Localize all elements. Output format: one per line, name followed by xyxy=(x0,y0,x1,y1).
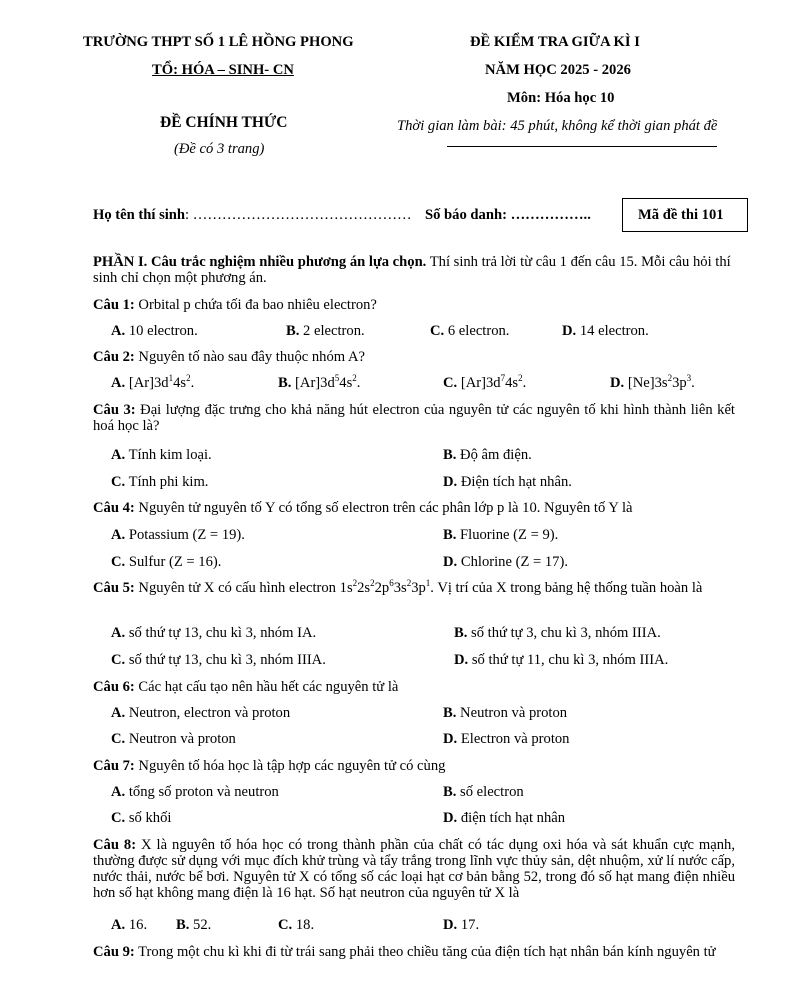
q3-option-d[interactable]: D. Điện tích hạt nhân. xyxy=(443,474,572,490)
question-4-label: Câu 4: xyxy=(93,500,135,516)
student-name-blank: : ……………………………………… xyxy=(185,207,412,223)
question-3-text: Đại lượng đặc trưng cho khả năng hút electron của nguyên tử các nguyên tố khi hình thành liên kết hoá học là? xyxy=(93,402,735,434)
school-year: NĂM HỌC 2025 - 2026 xyxy=(485,62,631,78)
question-3 xyxy=(93,402,735,434)
question-2 xyxy=(93,349,365,366)
q5-option-a[interactable]: A. số thứ tự 13, chu kì 3, nhóm IA. xyxy=(111,625,317,641)
question-9-label: Câu 9: xyxy=(93,944,135,960)
q5-option-b[interactable]: B. số thứ tự 3, chu kì 3, nhóm IIIA. xyxy=(454,625,661,641)
question-4-text: Nguyên tử nguyên tố Y có tổng số electron trên các phân lớp p là 10. Nguyên tố Y là xyxy=(134,500,633,516)
question-8-text: X là nguyên tố hóa học có trong thành phần của chất có tác dụng oxi hóa và sát khuẩn cực mạnh, thường được sử dụng với mục đích khử trùng và tẩy trắng trong lĩnh vực thủy sản, dệt nhuộm, xử lí nước cấp, nước thải, nước bể bơi. Nguyên tử X có tổng số các loại hạt cơ bản bằng 52, trong đó số hạt mang điện nhiều hơn số hạt không mang điện là 16 hạt. Số hạt neutron của nguyên tử X là xyxy=(93,837,735,901)
q4-option-b[interactable]: B. Fluorine (Z = 9). xyxy=(443,527,559,543)
question-5: Câu 5: Nguyên tử X có cấu hình electron $1s^22s^22p^63s^23p^1$. Vị trí của X trong bảng hệ thống tuần hoàn là xyxy=(93,578,703,596)
q8-option-a[interactable]: A. 16. xyxy=(111,917,148,933)
question-6-label: Câu 6: xyxy=(93,679,135,695)
duration: Thời gian làm bài: 45 phút, không kể thời gian phát đề xyxy=(397,118,718,134)
q8-option-b[interactable]: B. 52. xyxy=(176,917,212,933)
exam-code: Mã đề thi 101 xyxy=(638,207,724,223)
q5-option-c[interactable]: C. số thứ tự 13, chu kì 3, nhóm IIIA. xyxy=(111,652,326,668)
question-1-text: Orbital p chứa tối đa bao nhiêu electron? xyxy=(134,297,377,313)
student-id-label: Số báo danh: …………….. xyxy=(425,207,591,223)
question-7-text: Nguyên tố hóa học là tập hợp các nguyên tử có cùng xyxy=(134,758,446,774)
official-label: ĐỀ CHÍNH THỨC xyxy=(160,114,288,131)
question-9 xyxy=(93,944,725,960)
pages-note: (Đề có 3 trang) xyxy=(174,141,265,157)
question-5-text-post: . Vị trí của X trong bảng hệ thống tuần hoàn là xyxy=(430,580,703,596)
q6-option-b[interactable]: B. Neutron và proton xyxy=(443,705,568,721)
q2-option-d[interactable]: D. $[Ne]3s^23p^3$. xyxy=(610,373,695,391)
question-2-text: Nguyên tố nào sau đây thuộc nhóm A? xyxy=(134,349,365,365)
q1-option-c[interactable]: C. 6 electron. xyxy=(430,323,510,339)
question-7-label: Câu 7: xyxy=(93,758,135,774)
question-6-text: Các hạt cấu tạo nên hầu hết các nguyên tử là xyxy=(134,679,399,695)
q7-option-c[interactable]: C. số khối xyxy=(111,810,172,826)
q8-option-c[interactable]: C. 18. xyxy=(278,917,315,933)
school-name: TRƯỜNG THPT SỐ 1 LÊ HỒNG PHONG xyxy=(83,34,354,50)
q3-option-a[interactable]: A. Tính kim loại. xyxy=(111,447,212,463)
student-name-line xyxy=(93,207,412,224)
question-1-label: Câu 1: xyxy=(93,297,135,313)
q3-option-c[interactable]: C. Tính phi kim. xyxy=(111,474,209,490)
subject: Môn: Hóa học 10 xyxy=(507,90,615,106)
question-7 xyxy=(93,758,445,775)
q2-option-a[interactable]: A. $[Ar]3d^14s^2$. xyxy=(111,373,195,391)
q2-option-c[interactable]: C. $[Ar]3d^74s^2$. xyxy=(443,373,527,391)
q7-option-d[interactable]: D. điện tích hạt nhân xyxy=(443,810,566,826)
q6-option-c[interactable]: C. Neutron và proton xyxy=(111,731,236,747)
q1-option-d[interactable]: D. 14 electron. xyxy=(562,323,649,339)
student-name-label: Họ tên thí sinh xyxy=(93,207,186,223)
question-9-text: Trong một chu kì khi đi từ trái sang phải theo chiều tăng của điện tích hạt nhân bán kính nguyên tử xyxy=(134,944,716,960)
question-5-text-pre: Nguyên tử X có cấu hình electron xyxy=(134,580,340,596)
q1-option-a[interactable]: A. 10 electron. xyxy=(111,323,198,339)
question-3-label: Câu 3: xyxy=(93,402,136,418)
q4-option-d[interactable]: D. Chlorine (Z = 17). xyxy=(443,554,568,570)
q5-option-d[interactable]: D. số thứ tự 11, chu kì 3, nhóm IIIA. xyxy=(454,652,669,668)
question-6 xyxy=(93,679,398,696)
question-4 xyxy=(93,500,633,517)
q6-option-a[interactable]: A. Neutron, electron và proton xyxy=(111,705,291,721)
question-5-label: Câu 5: xyxy=(93,580,135,596)
header-divider xyxy=(447,146,717,147)
q6-option-d[interactable]: D. Electron và proton xyxy=(443,731,570,747)
section-1-instruction: Thí sinh trả lời từ câu 1 đến câu 15. Mỗi câu hỏi thí sinh chỉ chọn một phương án. xyxy=(93,254,731,286)
q2-option-b[interactable]: B. $[Ar]3d^54s^2$. xyxy=(278,373,361,391)
q4-option-a[interactable]: A. Potassium (Z = 19). xyxy=(111,527,245,543)
q4-option-c[interactable]: C. Sulfur (Z = 16). xyxy=(111,554,222,570)
q1-option-b[interactable]: B. 2 electron. xyxy=(286,323,365,339)
question-2-label: Câu 2: xyxy=(93,349,135,365)
department-name: TỔ: HÓA – SINH- CN xyxy=(152,62,294,78)
section-1-title: PHẦN I. Câu trắc nghiệm nhiều phương án lựa chọn. xyxy=(93,254,427,270)
q3-option-b[interactable]: B. Độ âm điện. xyxy=(443,447,532,463)
q7-option-b[interactable]: B. số electron xyxy=(443,784,524,800)
section-1-heading xyxy=(93,254,733,286)
question-8 xyxy=(93,837,735,901)
q7-option-a[interactable]: A. tổng số proton và neutron xyxy=(111,784,279,800)
question-1 xyxy=(93,297,377,314)
exam-title: ĐỀ KIỂM TRA GIỮA KÌ I xyxy=(470,34,640,50)
q8-option-d[interactable]: D. 17. xyxy=(443,917,480,933)
question-8-label: Câu 8: xyxy=(93,837,137,853)
